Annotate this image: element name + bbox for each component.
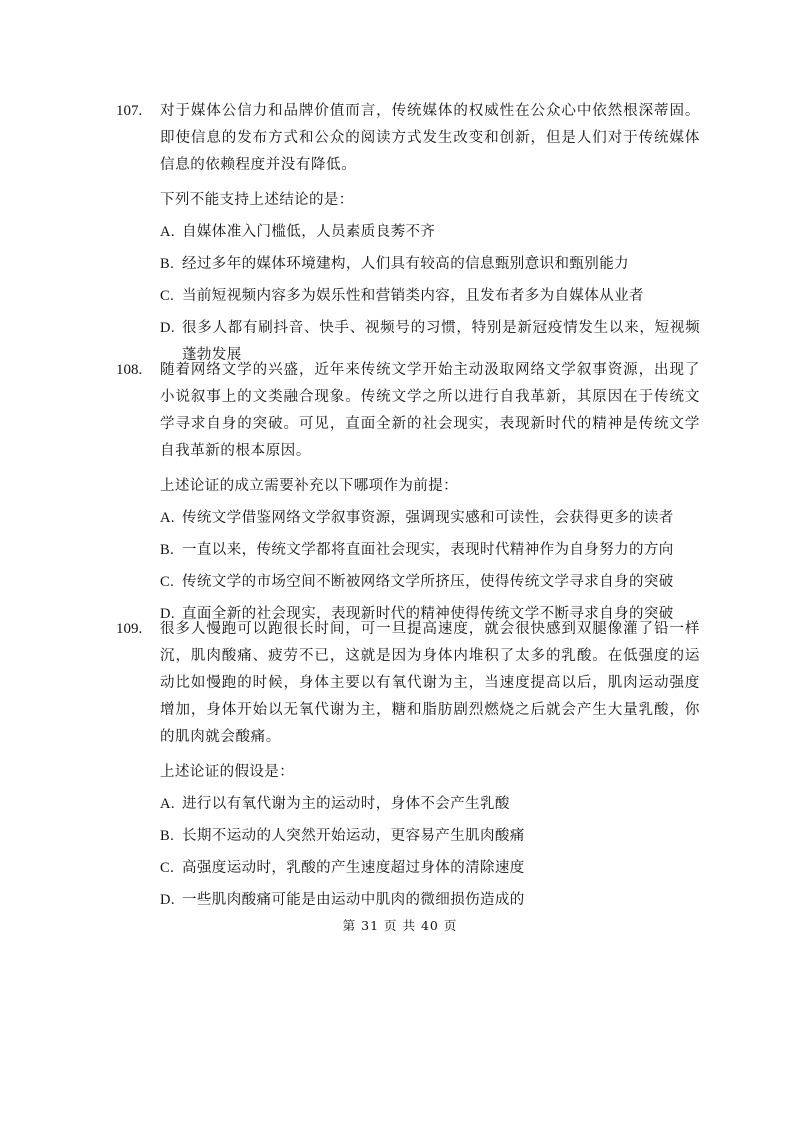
option-text: 经过多年的媒体环境建构，人们具有较高的信息甄别意识和甄别能力	[182, 256, 629, 272]
question-107	[116, 98, 700, 369]
option-label: C.	[160, 574, 175, 590]
option-label: B.	[160, 542, 175, 558]
option-text: 一直以来，传统文学都将直面社会现实，表现时代精神作为自身努力的方向	[182, 542, 674, 558]
question-body	[160, 98, 700, 369]
option-d	[160, 887, 700, 914]
option-label: D.	[160, 892, 175, 908]
option-b	[160, 823, 700, 850]
option-label: A.	[160, 224, 175, 240]
question-number: 108.	[116, 362, 143, 378]
option-text: 传统文学借鉴网络文学叙事资源，强调现实感和可读性，会获得更多的读者	[182, 510, 674, 526]
option-text: 传统文学的市场空间不断被网络文学所挤压，使得传统文学寻求自身的突破	[182, 574, 674, 590]
option-b	[160, 537, 700, 564]
option-b	[160, 251, 700, 278]
option-label: A.	[160, 510, 175, 526]
option-text: 很多人都有刷抖音、快手、视频号的习惯，特别是新冠疫情发生以来，短视频蓬勃发展	[182, 320, 700, 363]
option-a	[160, 791, 700, 818]
option-c	[160, 569, 700, 596]
question-prompt: 下列不能支持上述结论的是：	[160, 192, 354, 208]
question-number: 107.	[116, 103, 143, 119]
question-prompt: 上述论证的假设是：	[160, 764, 295, 780]
option-label: A.	[160, 796, 175, 812]
option-text: 高强度运动时，乳酸的产生速度超过身体的清除速度	[182, 860, 525, 876]
option-c	[160, 855, 700, 882]
question-109	[116, 616, 700, 914]
option-a	[160, 219, 700, 246]
option-text: 长期不运动的人突然开始运动，更容易产生肌肉酸痛	[182, 828, 525, 844]
option-label: D.	[160, 606, 175, 622]
option-text: 直面全新的社会现实，表现新时代的精神使得传统文学不断寻求自身的突破	[182, 606, 674, 622]
option-a	[160, 505, 700, 532]
question-body	[160, 616, 700, 914]
question-body	[160, 357, 700, 628]
option-label: C.	[160, 288, 175, 304]
option-label: D.	[160, 320, 175, 336]
option-label: B.	[160, 828, 175, 844]
page-footer: 第 31 页 共 40 页	[342, 918, 458, 933]
option-text: 一些肌肉酸痛可能是由运动中肌肉的微细损伤造成的	[182, 892, 525, 908]
option-text: 进行以有氧代谢为主的运动时，身体不会产生乳酸	[182, 796, 510, 812]
option-text: 自媒体准入门槛低，人员素质良莠不齐	[182, 224, 436, 240]
question-prompt: 上述论证的成立需要补充以下哪项作为前提：	[160, 478, 458, 494]
question-stem: 对于媒体公信力和品牌价值而言，传统媒体的权威性在公众心中依然根深蒂固。即使信息的发布方式和公众的阅读方式发生改变和创新，但是人们对于传统媒体信息的依赖程度并没有降低。	[160, 103, 700, 173]
option-label: C.	[160, 860, 175, 876]
question-108	[116, 357, 700, 628]
question-number: 109.	[116, 621, 143, 637]
option-text: 当前短视频内容多为娱乐性和营销类内容，且发布者多为自媒体从业者	[182, 288, 644, 304]
option-c	[160, 283, 700, 310]
option-label: B.	[160, 256, 175, 272]
question-stem: 随着网络文学的兴盛，近年来传统文学开始主动汲取网络文学叙事资源，出现了小说叙事上的文类融合现象。传统文学之所以进行自我革新，其原因在于传统文学寻求自身的突破。可见，直面全新的社会现实，表现新时代的精神是传统文学自我革新的根本原因。	[160, 362, 700, 459]
question-stem: 很多人慢跑可以跑很长时间，可一旦提高速度，就会很快感到双腿像灌了铅一样沉，肌肉酸痛、疲劳不已，这就是因为身体内堆积了太多的乳酸。在低强度的运动比如慢跑的时候，身体主要以有氧代谢为主，当速度提高以后，肌肉运动强度增加，身体开始以无氧代谢为主，糖和脂肪剧烈燃烧之后就会产生大量乳酸，你的肌肉就会酸痛。	[160, 621, 700, 745]
